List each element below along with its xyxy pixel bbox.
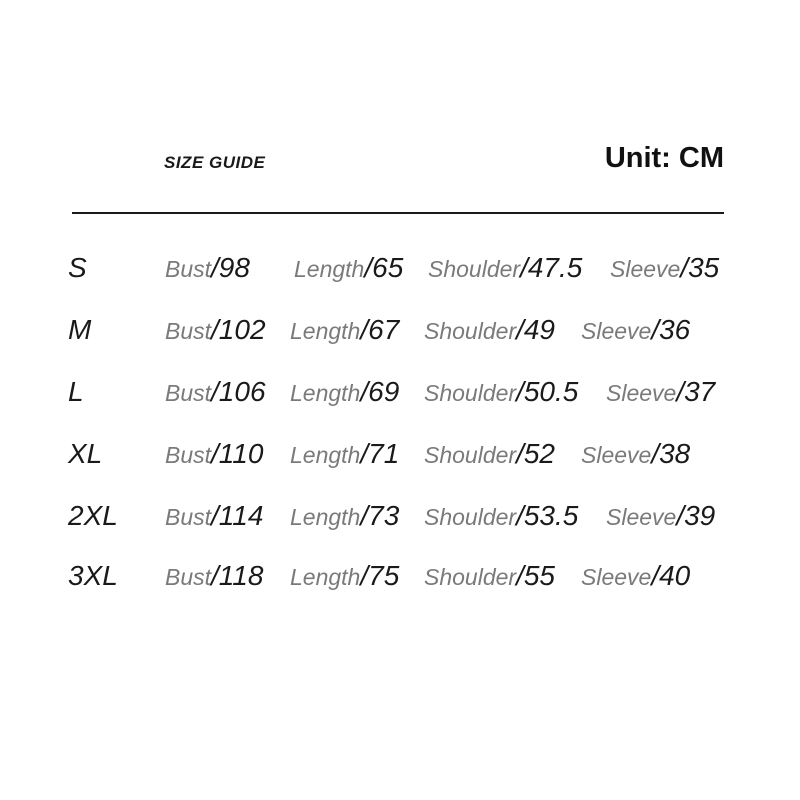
shoulder-value: /49: [516, 314, 556, 345]
shoulder-label: Shoulder: [424, 318, 517, 344]
shoulder-value: /55: [516, 560, 556, 591]
length-label: Length: [290, 380, 361, 406]
sleeve-measure: [606, 500, 715, 532]
shoulder-measure: [424, 314, 555, 346]
sleeve-value: /37: [676, 376, 716, 407]
length-value: /73: [360, 500, 400, 531]
bust-value: /114: [211, 500, 264, 531]
bust-measure: [165, 376, 266, 408]
bust-measure: [165, 314, 266, 346]
sleeve-label: Sleeve: [606, 380, 677, 406]
length-measure: [294, 252, 403, 284]
length-measure: [290, 376, 399, 408]
length-measure: [290, 500, 399, 532]
bust-measure: [165, 438, 263, 470]
size-label: S: [68, 252, 87, 283]
sleeve-value: /36: [651, 314, 691, 345]
bust-value: /102: [211, 314, 266, 345]
shoulder-value: /53.5: [516, 500, 579, 531]
size-row-m: [0, 314, 800, 354]
shoulder-label: Shoulder: [424, 442, 517, 468]
size-label: L: [68, 376, 84, 407]
size-row-l: [0, 376, 800, 416]
bust-measure: [165, 500, 263, 532]
length-measure: [290, 438, 399, 470]
size-row-s: [0, 252, 800, 292]
bust-measure: [165, 560, 263, 592]
length-label: Length: [290, 442, 361, 468]
bust-label: Bust: [165, 318, 212, 344]
sleeve-label: Sleeve: [610, 256, 681, 282]
sleeve-label: Sleeve: [606, 504, 677, 530]
bust-label: Bust: [165, 380, 212, 406]
size-row-3xl: [0, 560, 800, 600]
bust-value: /106: [211, 376, 266, 407]
bust-label: Bust: [165, 256, 212, 282]
sleeve-measure: [581, 314, 690, 346]
shoulder-measure: [424, 500, 578, 532]
length-measure: [290, 314, 399, 346]
bust-value: /98: [211, 252, 250, 283]
bust-label: Bust: [165, 442, 212, 468]
sleeve-value: /40: [651, 560, 691, 591]
size-label: 3XL: [68, 560, 118, 591]
sleeve-measure: [606, 376, 715, 408]
shoulder-label: Shoulder: [424, 564, 517, 590]
sleeve-label: Sleeve: [581, 442, 652, 468]
shoulder-measure: [424, 438, 555, 470]
bust-label: Bust: [165, 564, 212, 590]
length-label: Length: [290, 318, 361, 344]
sleeve-measure: [581, 438, 690, 470]
unit-label: Unit: CM: [604, 142, 724, 174]
sleeve-value: /35: [680, 252, 720, 283]
shoulder-measure: [428, 252, 582, 284]
sleeve-value: /38: [651, 438, 691, 469]
length-label: Length: [290, 564, 361, 590]
sleeve-measure: [610, 252, 719, 284]
size-row-2xl: [0, 500, 800, 540]
size-guide-title: SIZE GUIDE: [164, 153, 266, 172]
sleeve-label: Sleeve: [581, 318, 652, 344]
length-value: /71: [360, 438, 400, 469]
shoulder-value: /52: [516, 438, 556, 469]
sleeve-label: Sleeve: [581, 564, 652, 590]
length-label: Length: [294, 256, 365, 282]
size-row-xl: [0, 438, 800, 478]
length-value: /67: [360, 314, 400, 345]
length-value: /75: [360, 560, 400, 591]
size-label: 2XL: [68, 500, 118, 531]
sleeve-measure: [581, 560, 690, 592]
length-value: /65: [364, 252, 404, 283]
size-label: XL: [68, 438, 103, 469]
bust-label: Bust: [165, 504, 212, 530]
bust-measure: [165, 252, 250, 284]
bust-value: /118: [211, 560, 264, 591]
shoulder-label: Shoulder: [428, 256, 521, 282]
shoulder-value: /47.5: [520, 252, 583, 283]
length-value: /69: [360, 376, 400, 407]
shoulder-label: Shoulder: [424, 380, 517, 406]
length-label: Length: [290, 504, 361, 530]
shoulder-value: /50.5: [516, 376, 579, 407]
sleeve-value: /39: [676, 500, 716, 531]
shoulder-label: Shoulder: [424, 504, 517, 530]
size-label: M: [68, 314, 92, 345]
shoulder-measure: [424, 560, 555, 592]
shoulder-measure: [424, 376, 578, 408]
length-measure: [290, 560, 399, 592]
bust-value: /110: [211, 438, 264, 469]
header-divider: [72, 212, 724, 214]
